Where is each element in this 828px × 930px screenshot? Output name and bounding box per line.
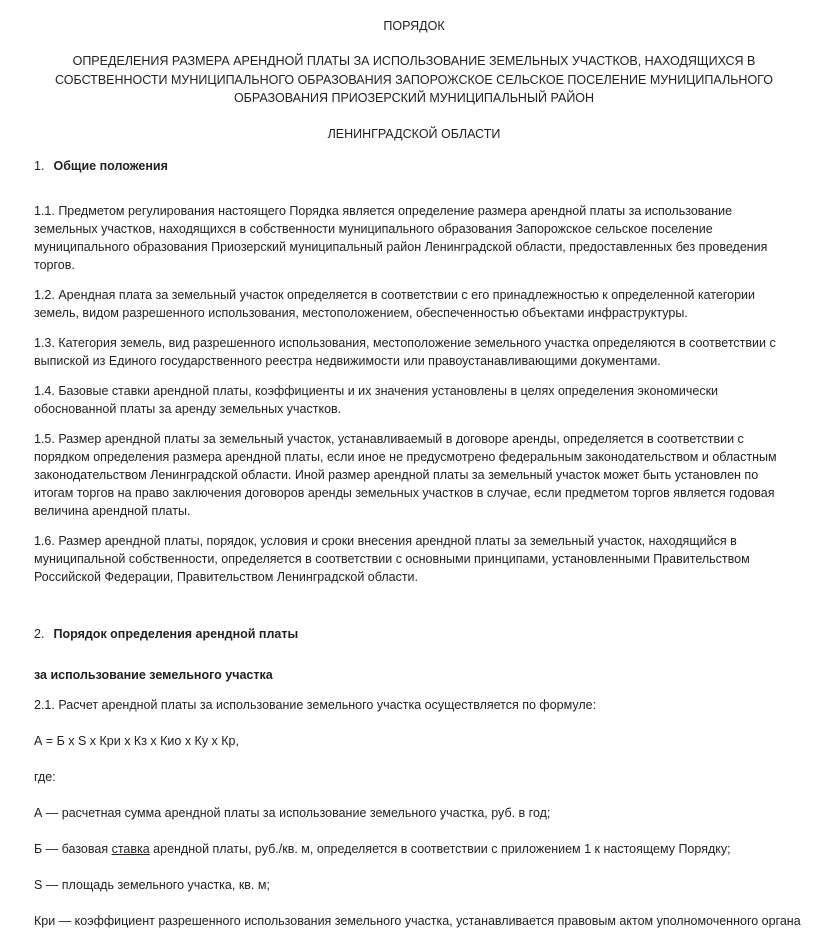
definition-a: А — расчетная сумма арендной платы за использование земельного участка, руб. в год; [34, 805, 551, 820]
section-2-number: 2. [34, 626, 45, 641]
document-region: ЛЕНИНГРАДСКОЙ ОБЛАСТИ [327, 126, 501, 141]
document-title: ПОРЯДОК [383, 19, 445, 33]
rate-link[interactable]: ставка [111, 841, 150, 856]
paragraph-1-4: 1.4. Базовые ставки арендной платы, коэффициенты и их значения установлены в целях определения экономически обоснованной платы за аренду земельных участков. [34, 383, 719, 416]
paragraph-2-1: 2.1. Расчет арендной платы за использование земельного участка осуществляется по формуле: [34, 697, 597, 712]
definition-kri: Кри — коэффициент разрешенного использования земельного участка, устанавливается правовым актом уполномоченного органа [34, 913, 801, 928]
definition-s: S — площадь земельного участка, кв. м; [34, 877, 270, 892]
paragraph-1-2: 1.2. Арендная плата за земельный участок определяется в соответствии с его принадлежностью к определенной категории земель, видом разрешенного использования, местоположением, обеспеченностью объектами инфраструктуры. [34, 287, 756, 320]
document-subtitle: ОПРЕДЕЛЕНИЯ РАЗМЕРА АРЕНДНОЙ ПЛАТЫ ЗА ИСПОЛЬЗОВАНИЕ ЗЕМЕЛЬНЫХ УЧАСТКОВ, НАХОДЯЩИХСЯ В СОБСТВЕННОСТИ МУНИЦИПАЛЬНОГО ОБРАЗОВАНИЯ ЗАПОРОЖСКОЕ СЕЛЬСКОЕ ПОСЕЛЕНИЕ МУНИЦИПАЛЬНОГО ОБРАЗОВАНИЯ ПРИОЗЕРСКИЙ МУНИЦИПАЛЬНЫЙ РАЙОН [55, 54, 773, 105]
definition-b-suffix: арендной платы, руб./кв. м, определяется в соответствии с приложением 1 к настоящему Порядку; [149, 841, 731, 856]
definition-b [34, 840, 794, 858]
paragraph-1-5: 1.5. Размер арендной платы за земельный участок, устанавливаемый в договоре аренды, определяется в соответствии с порядком определения размера арендной платы, если иное не предусмотрено федеральным законодательством и областным законодательством Ленинградской области. Иной размер арендной платы за земельный участок может быть установлен по итогам торгов на право заключения договоров аренды земельных участков в случае, если предметом торгов является годовая величина арендной платы. [34, 431, 777, 518]
paragraph-1-3: 1.3. Категория земель, вид разрешенного использования, местоположение земельного участка определяются в соответствии с выпиской из Единого государственного реестра недвижимости или правоустанавливающими документами. [34, 335, 776, 368]
section-2-subtitle: за использование земельного участка [34, 667, 273, 682]
section-2-title: Порядок определения арендной платы [53, 626, 299, 641]
section-1-number: 1. [34, 158, 45, 173]
paragraph-1-1: 1.1. Предметом регулирования настоящего Порядка является определение размера арендной платы за использование земельных участков, находящихся в собственности муниципального образования Запорожское сельское поселение муниципального образования Приозерский муниципальный район Ленинградской области, предоставленных без проведения торгов. [34, 203, 768, 272]
where-label: где: [34, 769, 56, 784]
section-1-title: Общие положения [53, 158, 168, 173]
definition-b-prefix: Б — базовая [34, 841, 112, 856]
paragraph-1-6: 1.6. Размер арендной платы, порядок, условия и сроки внесения арендной платы за земельный участок, находящийся в муниципальной собственности, определяется в соответствии с основными принципами, установленными Правительством Российской Федерации, Правительством Ленинградской области. [34, 533, 750, 584]
formula: А = Б х S х Кри х Кз х Кио х Ку х Кр, [34, 733, 239, 748]
section-2-heading [34, 625, 794, 643]
section-1-heading [34, 157, 794, 175]
